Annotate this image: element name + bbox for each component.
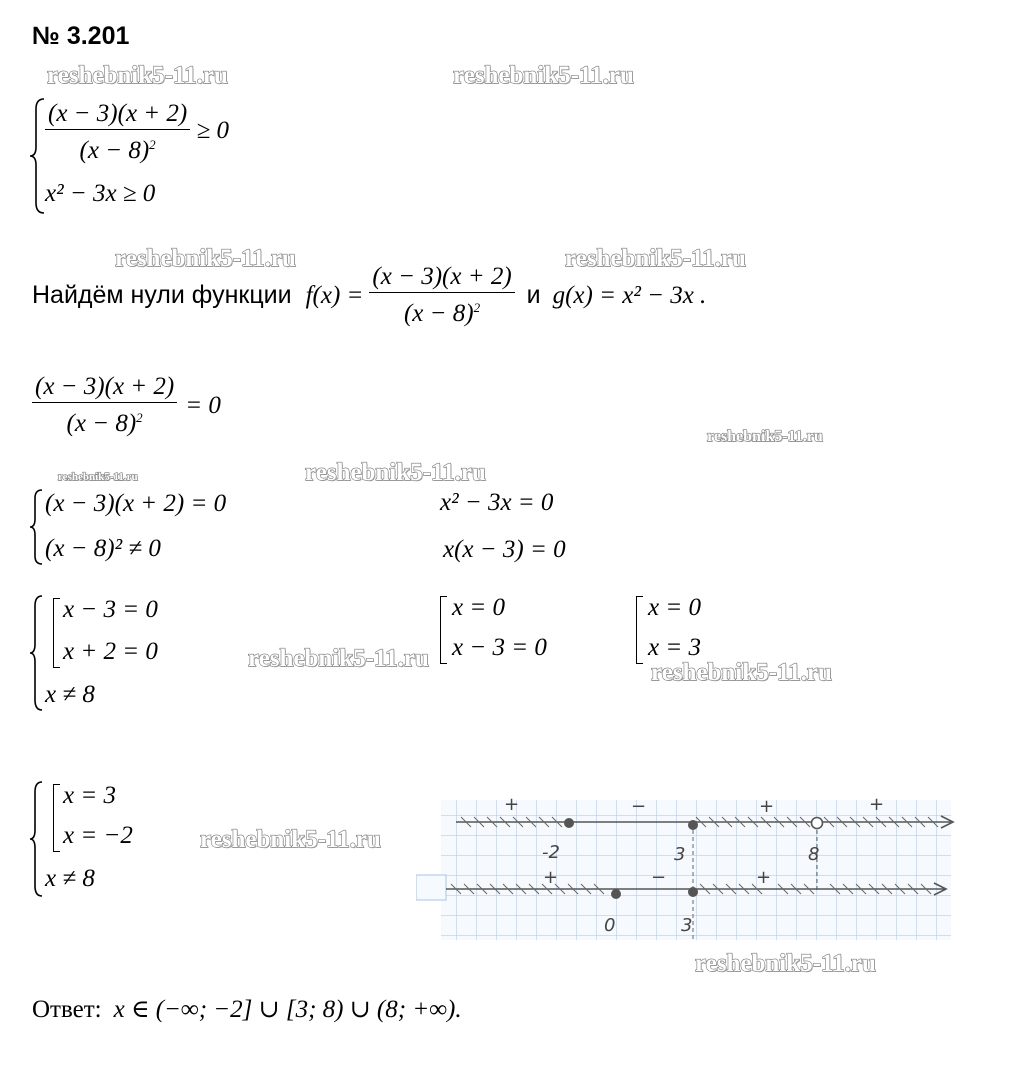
set-bracket: [440, 596, 447, 664]
g-expression: g(x) = x² − 3x .: [552, 281, 707, 309]
sign-top-4: +: [869, 795, 885, 815]
equation-f-zero: $\frac{(x - 3)(x + 2)}{(x - 8)^2}$ = 0: [32, 372, 221, 439]
set-bracket: [53, 784, 60, 852]
g-equation-2: x(x − 3) = 0: [443, 536, 566, 563]
point-label: 3: [681, 915, 693, 936]
f-label: f(x) =: [305, 281, 364, 309]
sign-top-1: +: [504, 795, 520, 815]
watermark: reshebnik5-11.ru: [47, 62, 228, 89]
watermark: reshebnik5-11.ru: [305, 459, 486, 486]
watermark: reshebnik5-11.ru: [695, 950, 876, 977]
watermark: reshebnik5-11.ru: [248, 645, 429, 672]
system3-line-3: x ≠ 8: [45, 681, 95, 708]
answer: [32, 994, 462, 1024]
g-set1-line-2: x − 3 = 0: [452, 634, 547, 661]
set-bracket: [636, 596, 643, 664]
problem-number: № 3.201: [32, 22, 130, 50]
system4-line-2: x = −2: [63, 822, 133, 849]
equals-zero: = 0: [185, 391, 221, 419]
sign-chart-sketch: [416, 795, 961, 945]
point-label: -2: [542, 842, 560, 863]
fraction-denominator: (x − 8): [66, 410, 137, 437]
statement-text: Найдём нули функции: [32, 281, 292, 309]
system-brace: [30, 594, 46, 712]
sign-bottom-3: +: [756, 867, 772, 888]
relation: ≥ 0: [196, 117, 229, 145]
f-numerator: (x − 3)(x + 2): [369, 262, 514, 293]
sign-top-2: −: [631, 796, 647, 817]
answer-expression: x ∈ (−∞; −2] ∪ [3; 8) ∪ (8; +∞).: [113, 996, 462, 1023]
system3-line-2: x + 2 = 0: [63, 638, 158, 665]
g-set2-line-2: x = 3: [648, 634, 701, 661]
point-label: 0: [604, 915, 616, 936]
watermark: reshebnik5-11.ru: [453, 62, 634, 89]
answer-label: Ответ:: [32, 996, 102, 1023]
point-label: 3: [674, 844, 686, 865]
fraction-denominator: (x − 8): [79, 137, 150, 164]
g-set2-line-1: x = 0: [648, 594, 701, 621]
system1-inequality-1: $\frac{(x - 3)(x + 2)}{(x - 8)^2}$ ≥ 0: [45, 99, 229, 166]
f-denominator: (x − 8): [403, 300, 474, 327]
point-label: 8: [808, 844, 820, 865]
sign-bottom-2: −: [651, 867, 667, 888]
watermark: reshebnik5-11.ru: [651, 659, 832, 686]
system-brace: [30, 780, 46, 898]
zeros-statement: Найдём нули функции f(x) = $\frac{(x - 3)(x + 2)}{(x - 8)^2}$ и g(x) = x² − 3x .: [32, 263, 707, 327]
and-word: и: [526, 281, 541, 309]
watermark: reshebnik5-11.ru: [200, 826, 381, 853]
g-set1-line-1: x = 0: [452, 594, 505, 621]
g-equation-1: x² − 3x = 0: [440, 489, 554, 516]
set-bracket: [53, 598, 60, 668]
sign-bottom-1: +: [543, 867, 559, 888]
system2-line-1: (x − 3)(x + 2) = 0: [45, 490, 227, 517]
watermark: reshebnik5-11.ru: [565, 245, 746, 272]
watermark: reshebnik5-11.ru: [58, 471, 138, 483]
system4-line-3: x ≠ 8: [45, 865, 95, 892]
watermark: reshebnik5-11.ru: [707, 428, 823, 445]
watermark: reshebnik5-11.ru: [115, 245, 296, 272]
fraction-numerator: (x − 3)(x + 2): [45, 99, 190, 130]
system-brace: [30, 488, 46, 566]
fraction-numerator: (x − 3)(x + 2): [32, 372, 177, 403]
system4-line-1: x = 3: [63, 782, 116, 809]
sign-top-3: +: [759, 796, 775, 817]
system3-line-1: x − 3 = 0: [63, 596, 158, 623]
system2-line-2: (x − 8)² ≠ 0: [45, 535, 161, 562]
system1-inequality-2: x² − 3x ≥ 0: [45, 180, 156, 207]
